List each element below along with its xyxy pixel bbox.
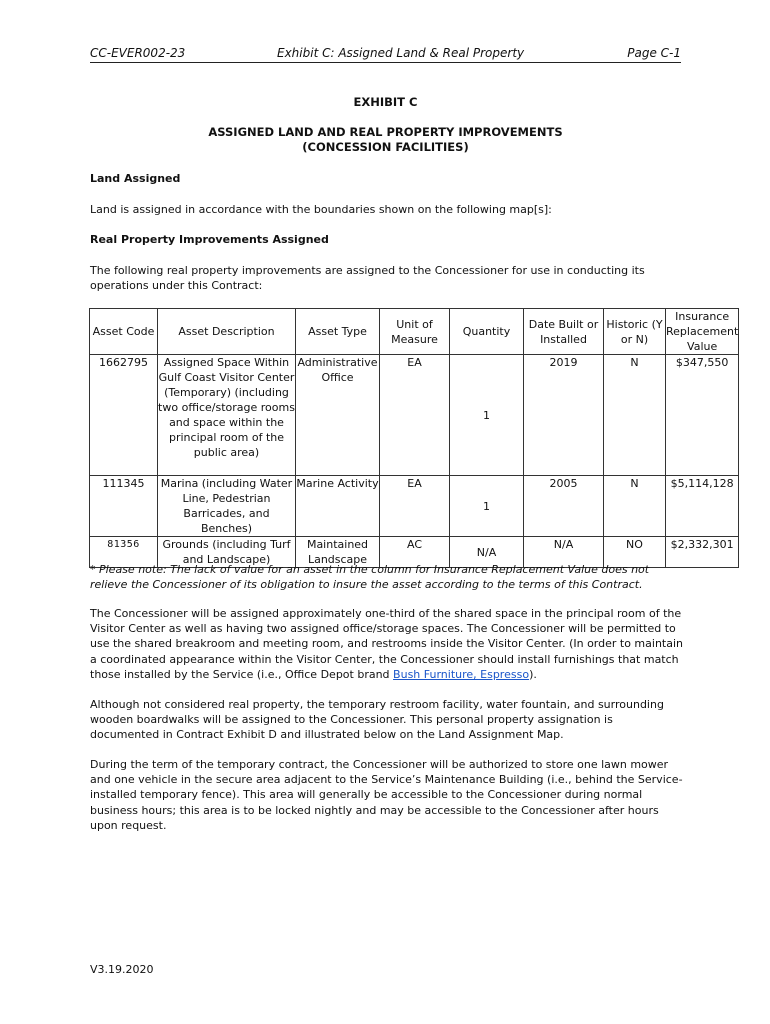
historic-flag: N: [604, 476, 666, 537]
table-row: [90, 476, 739, 537]
paragraph-personal-property: Although not considered real property, the temporary restroom facility, water fountain, and surrounding wooden boardwalks will be assigned to the Concessioner. This personal property assignation is documented in Contract Exhibit D and illustrated below on the Land Assignment Map.: [90, 698, 664, 742]
historic-flag: NO: [604, 537, 666, 568]
asset-type: Maintained Landscape: [296, 537, 380, 568]
col-header-quantity: Quantity: [450, 309, 524, 355]
paragraph-shared-space: [90, 606, 685, 682]
col-header-unit-of-measure: Unit of Measure: [380, 309, 450, 355]
insurance-value: $2,332,301: [666, 537, 739, 568]
insurance-value: $5,114,128: [666, 476, 739, 537]
asset-code: 1662795: [90, 355, 158, 476]
col-header-asset-description: Asset Description: [158, 309, 296, 355]
table-row: [90, 355, 739, 476]
insurance-value: $347,550: [666, 355, 739, 476]
quantity: 1: [450, 355, 524, 476]
improvements-heading: Real Property Improvements Assigned: [90, 233, 329, 246]
asset-code: 111345: [90, 476, 158, 537]
paragraph-storage: During the term of the temporary contract, the Concessioner will be authorized to store one lawn mower and one vehicle in the secure area adjacent to the Service’s Maintenance Building (i.e., behind the Service-installed temporary fence). This area will generally be accessible to the Concessioner during normal business hours; this area is to be locked nightly and may be accessible to the Concessioner after hours upon request.: [90, 758, 683, 832]
quantity: 1: [450, 476, 524, 537]
exhibit-title: EXHIBIT C: [353, 95, 418, 109]
assets-table: [89, 308, 739, 568]
paragraph-shared-space-text: The Concessioner will be assigned approximately one-third of the shared space in the principal room of the Visitor Center as well as having two assigned office/storage spaces. The Concessioner will be permitted to use the shared breakroom and meeting room, and restrooms inside the Visitor Center. (In order to maintain a coordinated appearance within the Visitor Center, the Concessioner should install furnishings that match those installed by the Service (i.e., Office Depot brand: [90, 607, 684, 681]
historic-flag: N: [604, 355, 666, 476]
asset-type: Marine Activity: [296, 476, 380, 537]
land-assigned-text: Land is assigned in accordance with the boundaries shown on the following map[s]:: [90, 203, 552, 216]
asset-type: Administrative Office: [296, 355, 380, 476]
page-header: [90, 46, 681, 63]
document-title-line2: (CONCESSION FACILITIES): [302, 140, 469, 154]
insurance-note: * Please note: The lack of value for an asset in the column for Insurance Replacement Value does not relieve the Concessioner of its obligation to insure the asset according to the terms of this Contract.: [90, 563, 650, 592]
asset-description: Marina (including Water Line, Pedestrian Barricades, and Benches): [158, 476, 296, 537]
date-built: 2005: [524, 476, 604, 537]
date-built: 2019: [524, 355, 604, 476]
asset-description: Assigned Space Within Gulf Coast Visitor Center (Temporary) (including two office/storage rooms and space within the principal room of the public area): [158, 355, 296, 476]
col-header-historic: Historic (Y or N): [604, 309, 666, 355]
unit-of-measure: EA: [380, 476, 450, 537]
paragraph-shared-space-end: ).: [529, 667, 537, 681]
header-exhibit-title: Exhibit C: Assigned Land & Real Property: [277, 46, 525, 60]
unit-of-measure: AC: [380, 537, 450, 568]
bush-furniture-link[interactable]: Bush Furniture, Espresso: [393, 667, 530, 681]
improvements-intro: The following real property improvements are assigned to the Concessioner for use in conducting its operations under this Contract:: [90, 264, 645, 293]
unit-of-measure: EA: [380, 355, 450, 476]
asset-description: Grounds (including Turf and Landscape): [158, 537, 296, 568]
col-header-asset-code: Asset Code: [90, 309, 158, 355]
document-id: CC-EVER002-23: [90, 46, 186, 60]
asset-code: 81356: [90, 537, 158, 568]
document-title-line1: ASSIGNED LAND AND REAL PROPERTY IMPROVEMENTS: [208, 125, 563, 139]
land-assigned-heading: Land Assigned: [90, 172, 181, 185]
col-header-insurance-value: Insurance Replacement Value: [666, 310, 739, 353]
table-header-row: [90, 309, 739, 355]
date-built: N/A: [524, 537, 604, 568]
version-footer: V3.19.2020: [90, 963, 154, 976]
quantity: N/A: [450, 537, 524, 568]
page-number: Page C-1: [627, 46, 681, 60]
col-header-date-built: Date Built or Installed: [524, 309, 604, 355]
col-header-asset-type: Asset Type: [296, 309, 380, 355]
